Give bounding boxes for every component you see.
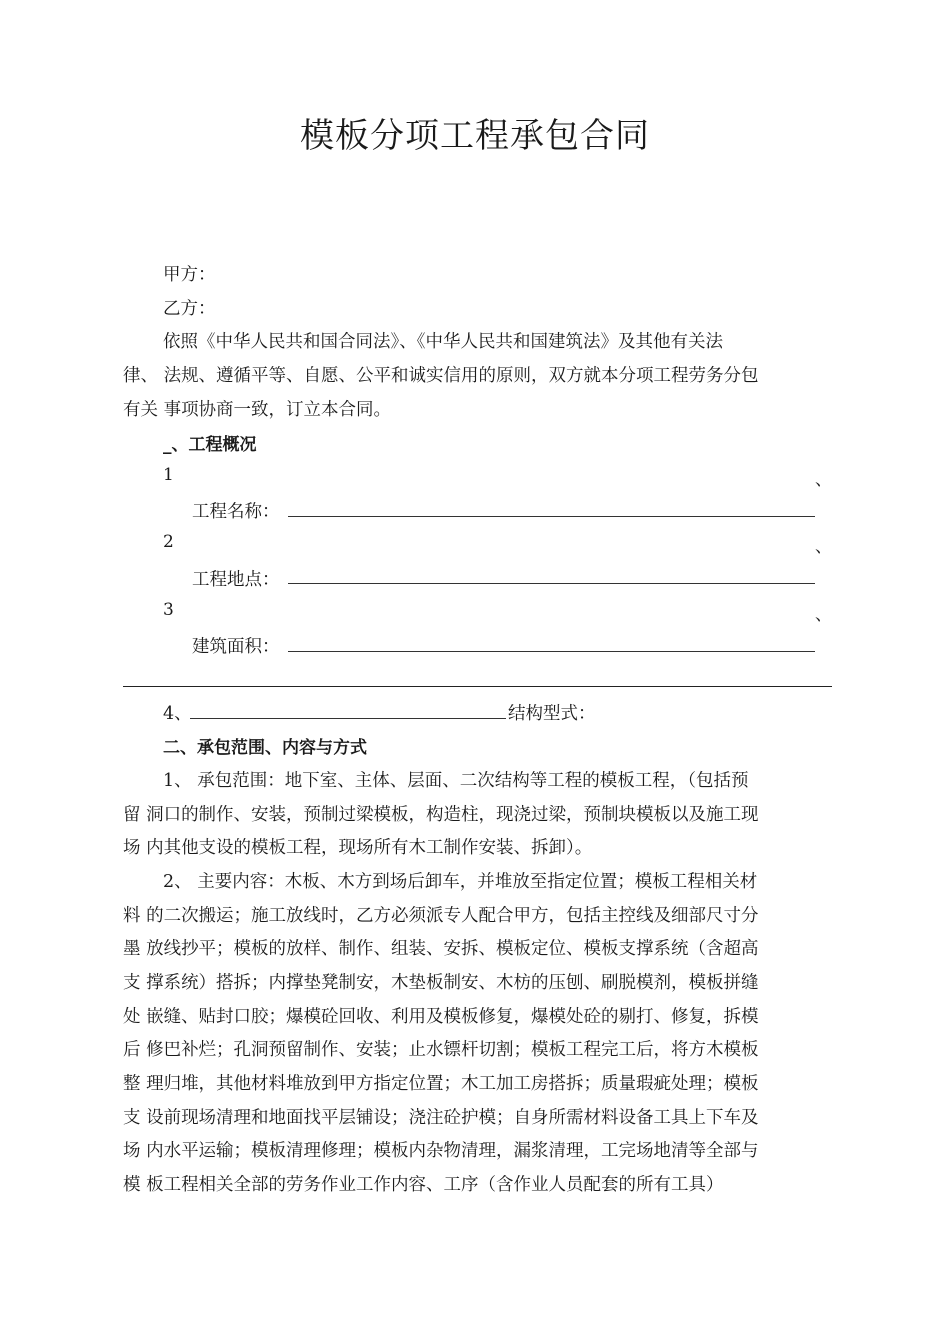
content-line-4: 支 撑系统）搭拆；内撑垫凳制安，木垫板制安、木枋的压刨、刷脱模剂，模板拼缝 — [123, 973, 759, 993]
building-area-label: 建筑面积： — [192, 637, 280, 657]
item3-mark: 、 — [815, 605, 832, 625]
structure-type-blank[interactable] — [190, 718, 506, 719]
scope-line-3: 场 内其他支设的模板工程，现场所有木工制作安装、拆卸）。 — [123, 838, 593, 858]
content-line-2: 料 的二次搬运；施工放线时，乙方必须派专人配合甲方，包括主控线及细部尺寸分 — [123, 906, 759, 926]
content-line-9: 场 内水平运输；模板清理修理；模板内杂物清理，漏浆清理，工完场地清等全部与 — [123, 1141, 759, 1161]
page-title: 模板分项工程承包合同 — [300, 116, 650, 156]
intro-line-3: 有关 事项协商一致，订立本合同。 — [123, 400, 392, 420]
item4-number: 4、 — [163, 704, 192, 724]
project-name-blank[interactable] — [288, 516, 815, 517]
content-line-3: 墨 放线抄平；模板的放样、制作、组装、安拆、模板定位、模板支撑系统（含超高 — [123, 939, 759, 959]
section1-heading: _、工程概况 — [163, 435, 257, 455]
structure-type-label: 结构型式： — [508, 704, 596, 724]
content-line-1: 2、 主要内容：木板、木方到场后卸车，并堆放至指定位置；模板工程相关材 — [163, 872, 758, 892]
item3-number: 3 — [163, 600, 174, 620]
content-line-10: 模 板工程相关全部的劳务作业工作内容、工序（含作业人员配套的所有工具） — [123, 1175, 724, 1195]
content-line-6: 后 修巴补烂；孔洞预留制作、安装；止水镖杆切割；模板工程完工后，将方木模板 — [123, 1040, 759, 1060]
project-location-blank[interactable] — [288, 583, 815, 584]
intro-line-2: 律、 法规、遵循平等、自愿、公平和诚实信用的原则，双方就本分项工程劳务分包 — [123, 366, 759, 386]
scope-line-1: 1、 承包范围：地下室、主体、层面、二次结构等工程的模板工程，（包括预 — [163, 771, 749, 791]
content-line-7: 整 理归堆，其他材料堆放到甲方指定位置；木工加工房搭拆；质量瑕疵处理；模板 — [123, 1074, 759, 1094]
party-b-label: 乙方： — [163, 299, 216, 319]
section2-heading: 二、承包范围、内容与方式 — [163, 738, 367, 758]
content-line-8: 支 设前现场清理和地面找平层铺设；浇注砼护模；自身所需材料设备工具上下车及 — [123, 1108, 759, 1128]
party-a-label: 甲方： — [163, 265, 216, 285]
item1-number: 1 — [163, 465, 174, 485]
item2-number: 2 — [163, 532, 174, 552]
content-line-5: 处 嵌缝、贴封口胶；爆模砼回收、利用及模板修复，爆模处砼的剔打、修复，拆模 — [123, 1007, 759, 1027]
project-location-label: 工程地点： — [192, 570, 280, 590]
item1-mark: 、 — [815, 470, 832, 490]
project-name-label: 工程名称： — [192, 502, 280, 522]
building-area-blank[interactable] — [288, 651, 815, 652]
item2-mark: 、 — [815, 537, 832, 557]
scope-line-2: 留 洞口的制作、安装，预制过梁模板，构造柱，现浇过梁，预制块模板以及施工现 — [123, 805, 759, 825]
horizontal-rule — [123, 686, 832, 687]
intro-line-1: 依照《中华人民共和国合同法》、《中华人民共和国建筑法》及其他有关法 — [163, 332, 723, 352]
